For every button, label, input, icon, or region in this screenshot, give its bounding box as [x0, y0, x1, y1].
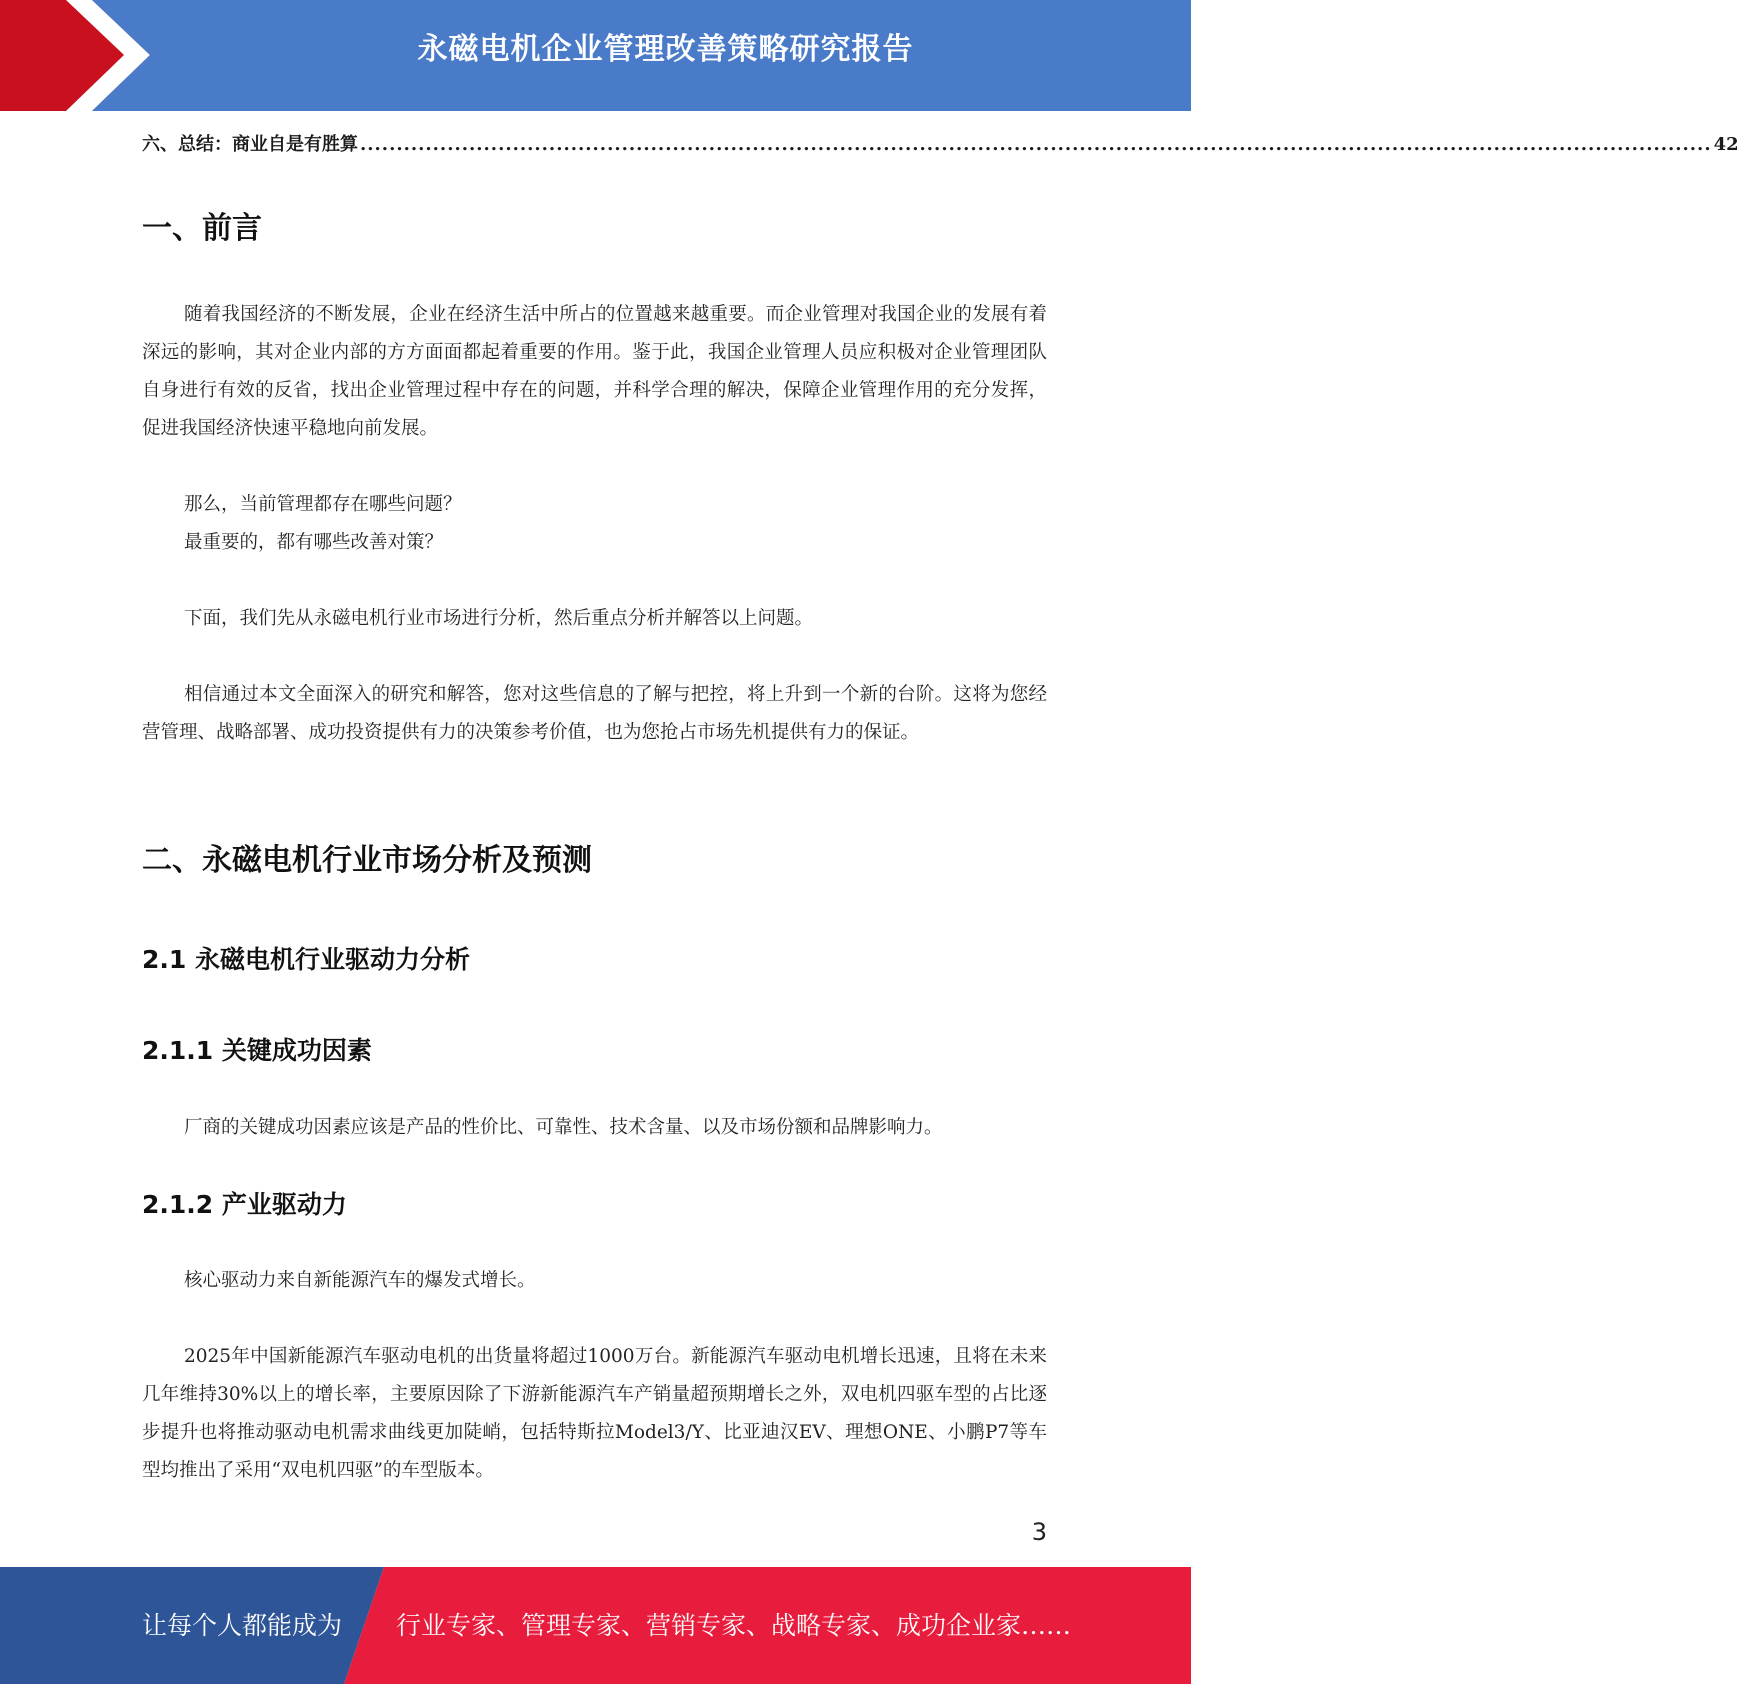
- toc-entry-label: 六、总结：商业自是有胜算: [142, 134, 358, 155]
- preface-heading: 一、前言: [142, 211, 262, 246]
- toc-entry-page: 42: [1713, 134, 1739, 155]
- section-2-1-2-paragraph-2: 2025年中国新能源汽车驱动电机的出货量将超过1000万台。新能源汽车驱动电机增长迅速，且将在未来几年维持30%以上的增长率，主要原因除了下游新能源汽车产销量超预期增长之外，双电机四驱车型的占比逐步提升也将推动驱动电机需求曲线更加陡峭，包括特斯拉Model3/Y、比亚迪汉EV、理想ONE、小鹏P7等车型均推出了采用“双电机四驱”的车型版本。: [142, 1346, 1047, 1481]
- footer-banner: [0, 1567, 1191, 1684]
- toc-leader-dots: ..........................................................................................................................................................................................: [360, 134, 1712, 155]
- preface-paragraph-1: 随着我国经济的不断发展，企业在经济生活中所占的位置越来越重要。而企业管理对我国企业的发展有着深远的影响，其对企业内部的方方面面都起着重要的作用。鉴于此，我国企业管理人员应积极对企业管理团队自身进行有效的反省，找出企业管理过程中存在的问题，并科学合理的解决，保障企业管理作用的充分发挥，促进我国经济快速平稳地向前发展。: [142, 304, 1047, 439]
- toc-entry[interactable]: [142, 130, 1739, 156]
- header-chevron-icon: [0, 0, 160, 111]
- report-title: 永磁电机企业管理改善策略研究报告: [417, 32, 914, 67]
- preface-paragraph-2: 下面，我们先从永磁电机行业市场进行分析，然后重点分析并解答以上问题。: [184, 608, 814, 629]
- preface-question-2: 最重要的，都有哪些改善对策？: [184, 532, 444, 553]
- section-2-1-2-paragraph-1: 核心驱动力来自新能源汽车的爆发式增长。: [184, 1270, 536, 1291]
- section-2-1-2-heading: 2.1.2 产业驱动力: [142, 1190, 347, 1219]
- footer-slogan-right: 行业专家、管理专家、营销专家、战略专家、成功企业家……: [396, 1611, 1072, 1640]
- section-2-1-heading: 2.1 永磁电机行业驱动力分析: [142, 945, 470, 974]
- page-number: 3: [1031, 1518, 1047, 1546]
- section-2-1-1-paragraph: 厂商的关键成功因素应该是产品的性价比、可靠性、技术含量、以及市场份额和品牌影响力。: [184, 1117, 943, 1138]
- header-banner: [0, 0, 1191, 111]
- preface-paragraph-3: 相信通过本文全面深入的研究和解答，您对这些信息的了解与把控，将上升到一个新的台阶。这将为您经营管理、战略部署、成功投资提供有力的决策参考价值，也为您抢占市场先机提供有力的保证。: [142, 684, 1047, 743]
- footer-slogan-left: 让每个人都能成为: [142, 1611, 343, 1640]
- market-analysis-heading: 二、永磁电机行业市场分析及预测: [142, 843, 592, 878]
- preface-question-1: 那么，当前管理都存在哪些问题？: [184, 494, 462, 515]
- section-2-1-1-heading: 2.1.1 关键成功因素: [142, 1036, 372, 1065]
